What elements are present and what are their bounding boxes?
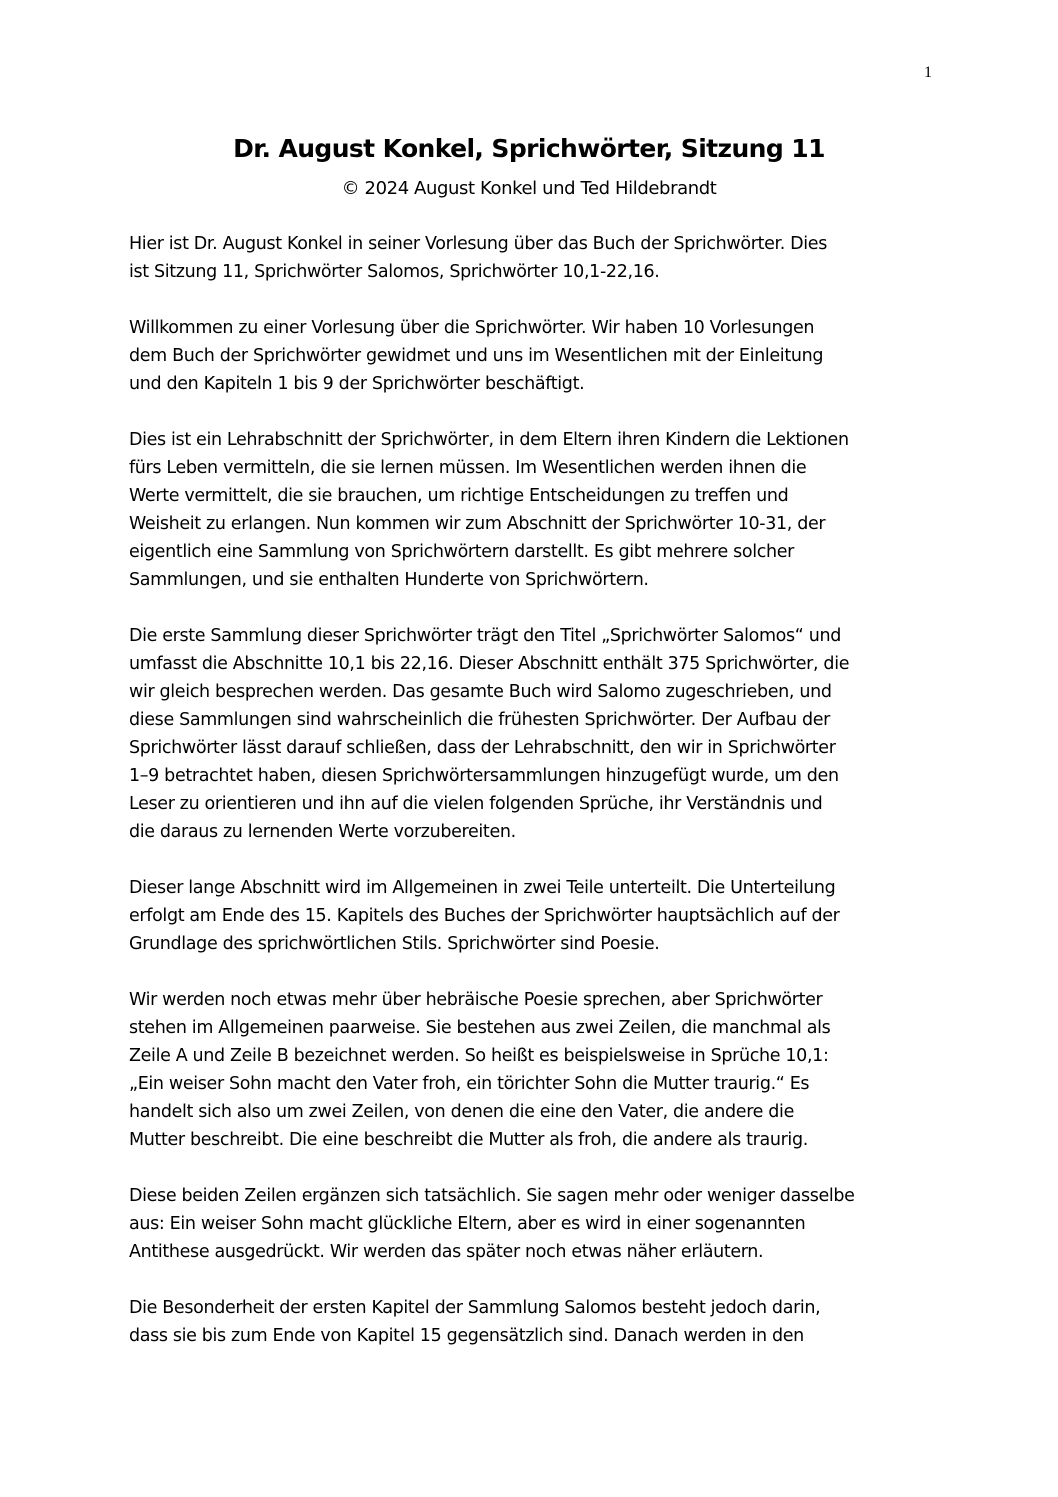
text-line: Sprichwörter lässt darauf schließen, dass der Lehrabschnitt, den wir in Sprichwörter (129, 738, 836, 758)
copyright-line: © 2024 August Konkel und Ted Hildebrandt (341, 178, 717, 199)
text-line: und den Kapiteln 1 bis 9 der Sprichwörter beschäftigt. (129, 374, 585, 394)
paragraph-3 (129, 426, 937, 594)
text-line: Diese beiden Zeilen ergänzen sich tatsächlich. Sie sagen mehr oder weniger dasselbe (129, 1186, 855, 1206)
document-body (129, 230, 937, 1378)
paragraph-6 (129, 986, 937, 1154)
text-line: Hier ist Dr. August Konkel in seiner Vorlesung über das Buch der Sprichwörter. Dies (129, 234, 827, 254)
text-line: erfolgt am Ende des 15. Kapitels des Buches der Sprichwörter hauptsächlich auf der (129, 906, 840, 926)
text-line: Weisheit zu erlangen. Nun kommen wir zum Abschnitt der Sprichwörter 10-31, der (129, 514, 826, 534)
text-line: diese Sammlungen sind wahrscheinlich die frühesten Sprichwörter. Der Aufbau der (129, 710, 830, 730)
text-line: ist Sitzung 11, Sprichwörter Salomos, Sprichwörter 10,1-22,16. (129, 262, 660, 282)
paragraph-7 (129, 1182, 937, 1266)
text-line: Mutter beschreibt. Die eine beschreibt die Mutter als froh, die andere als traurig. (129, 1130, 808, 1150)
text-line: wir gleich besprechen werden. Das gesamte Buch wird Salomo zugeschrieben, und (129, 682, 832, 702)
text-line: 1–9 betrachtet haben, diesen Sprichwörtersammlungen hinzugefügt wurde, um den (129, 766, 839, 786)
text-line: Zeile A und Zeile B bezeichnet werden. So heißt es beispielsweise in Sprüche 10,1: (129, 1046, 829, 1066)
paragraph-8 (129, 1294, 937, 1350)
paragraph-1 (129, 230, 937, 286)
paragraph-5 (129, 874, 937, 958)
text-line: Leser zu orientieren und ihn auf die vielen folgenden Sprüche, ihr Verständnis und (129, 794, 823, 814)
text-line: Wir werden noch etwas mehr über hebräische Poesie sprechen, aber Sprichwörter (129, 990, 823, 1010)
text-line: Sammlungen, und sie enthalten Hunderte von Sprichwörtern. (129, 570, 649, 590)
text-line: Dies ist ein Lehrabschnitt der Sprichwörter, in dem Eltern ihren Kindern die Lektionen (129, 430, 849, 450)
text-line: stehen im Allgemeinen paarweise. Sie bestehen aus zwei Zeilen, die manchmal als (129, 1018, 831, 1038)
text-line: Grundlage des sprichwörtlichen Stils. Sprichwörter sind Poesie. (129, 934, 660, 954)
paragraph-2 (129, 314, 937, 398)
text-line: Die erste Sammlung dieser Sprichwörter trägt den Titel „Sprichwörter Salomos“ und (129, 626, 841, 646)
text-line: Die Besonderheit der ersten Kapitel der Sammlung Salomos besteht jedoch darin, (129, 1298, 821, 1318)
text-line: fürs Leben vermitteln, die sie lernen müssen. Im Wesentlichen werden ihnen die (129, 458, 807, 478)
text-line: handelt sich also um zwei Zeilen, von denen die eine den Vater, die andere die (129, 1102, 794, 1122)
text-line: Werte vermittelt, die sie brauchen, um richtige Entscheidungen zu treffen und (129, 486, 789, 506)
text-line: „Ein weiser Sohn macht den Vater froh, ein törichter Sohn die Mutter traurig.“ Es (129, 1074, 810, 1094)
text-line: eigentlich eine Sammlung von Sprichwörtern darstellt. Es gibt mehrere solcher (129, 542, 794, 562)
text-line: umfasst die Abschnitte 10,1 bis 22,16. Dieser Abschnitt enthält 375 Sprichwörter, die (129, 654, 850, 674)
text-line: Willkommen zu einer Vorlesung über die Sprichwörter. Wir haben 10 Vorlesungen (129, 318, 815, 338)
text-line: Antithese ausgedrückt. Wir werden das später noch etwas näher erläutern. (129, 1242, 764, 1262)
text-line: Dieser lange Abschnitt wird im Allgemeinen in zwei Teile unterteilt. Die Unterteilung (129, 878, 836, 898)
page-number: 1 (924, 64, 932, 81)
text-line: aus: Ein weiser Sohn macht glückliche Eltern, aber es wird in einer sogenannten (129, 1214, 806, 1234)
text-line: dass sie bis zum Ende von Kapitel 15 gegensätzlich sind. Danach werden in den (129, 1326, 804, 1346)
text-line: dem Buch der Sprichwörter gewidmet und uns im Wesentlichen mit der Einleitung (129, 346, 824, 366)
text-line: die daraus zu lernenden Werte vorzubereiten. (129, 822, 516, 842)
paragraph-4 (129, 622, 937, 846)
document-title: Dr. August Konkel, Sprichwörter, Sitzung 11 (233, 134, 825, 163)
